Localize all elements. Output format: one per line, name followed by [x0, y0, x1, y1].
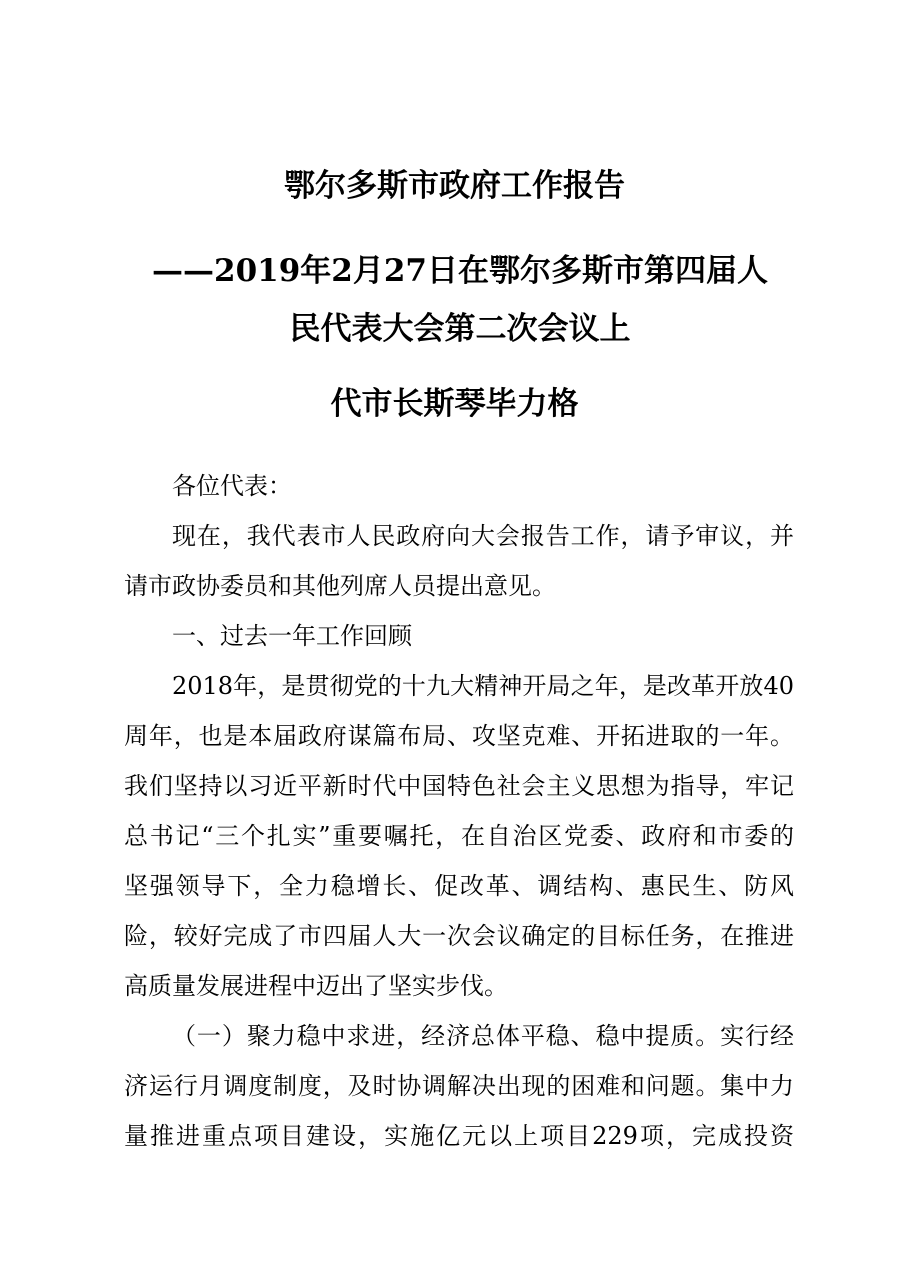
body-line: 现在，我代表市人民政府向大会报告工作，请予审议，并 [172, 522, 794, 550]
subsection-heading: （一）聚力稳中求进，经济总体平稳、稳中提质。实行经 [172, 1022, 794, 1050]
body-line: 2018年，是贯彻党的十九大精神开局之年，是改革开放40 [172, 672, 794, 700]
body-line: 我们坚持以习近平新时代中国特色社会主义思想为指导，牢记 [124, 772, 794, 800]
subtitle-line: ——2019年2月27日在鄂尔多斯市第四届人 [152, 253, 768, 289]
document-subtitle [120, 242, 800, 358]
document-title: 鄂尔多斯市政府工作报告 [284, 168, 625, 204]
body-line: 坚强领导下，全力稳增长、促改革、调结构、惠民生、防风 [124, 872, 794, 900]
body-line: 量推进重点项目建设，实施亿元以上项目229项，完成投资 [124, 1122, 794, 1150]
body-line: 周年，也是本届政府谋篇布局、攻坚克难、开拓进取的一年。 [124, 722, 794, 750]
subtitle-line: 民代表大会第二次会议上 [289, 311, 631, 347]
body-line: 济运行月调度制度，及时协调解决出现的困难和问题。集中力 [124, 1072, 794, 1100]
speaker-line: 代市长斯琴毕力格 [330, 386, 579, 422]
body-line: 险，较好完成了市四届人大一次会议确定的目标任务，在推进 [124, 922, 794, 950]
body-line: 总书记“三个扎实”重要嘱托，在自治区党委、政府和市委的 [124, 822, 794, 850]
body-line: 请市政协委员和其他列席人员提出意见。 [124, 572, 556, 600]
salutation: 各位代表： [172, 472, 292, 500]
body-line: 高质量发展进程中迈出了坚实步伐。 [124, 972, 508, 1000]
section-heading: 一、过去一年工作回顾 [172, 622, 412, 650]
